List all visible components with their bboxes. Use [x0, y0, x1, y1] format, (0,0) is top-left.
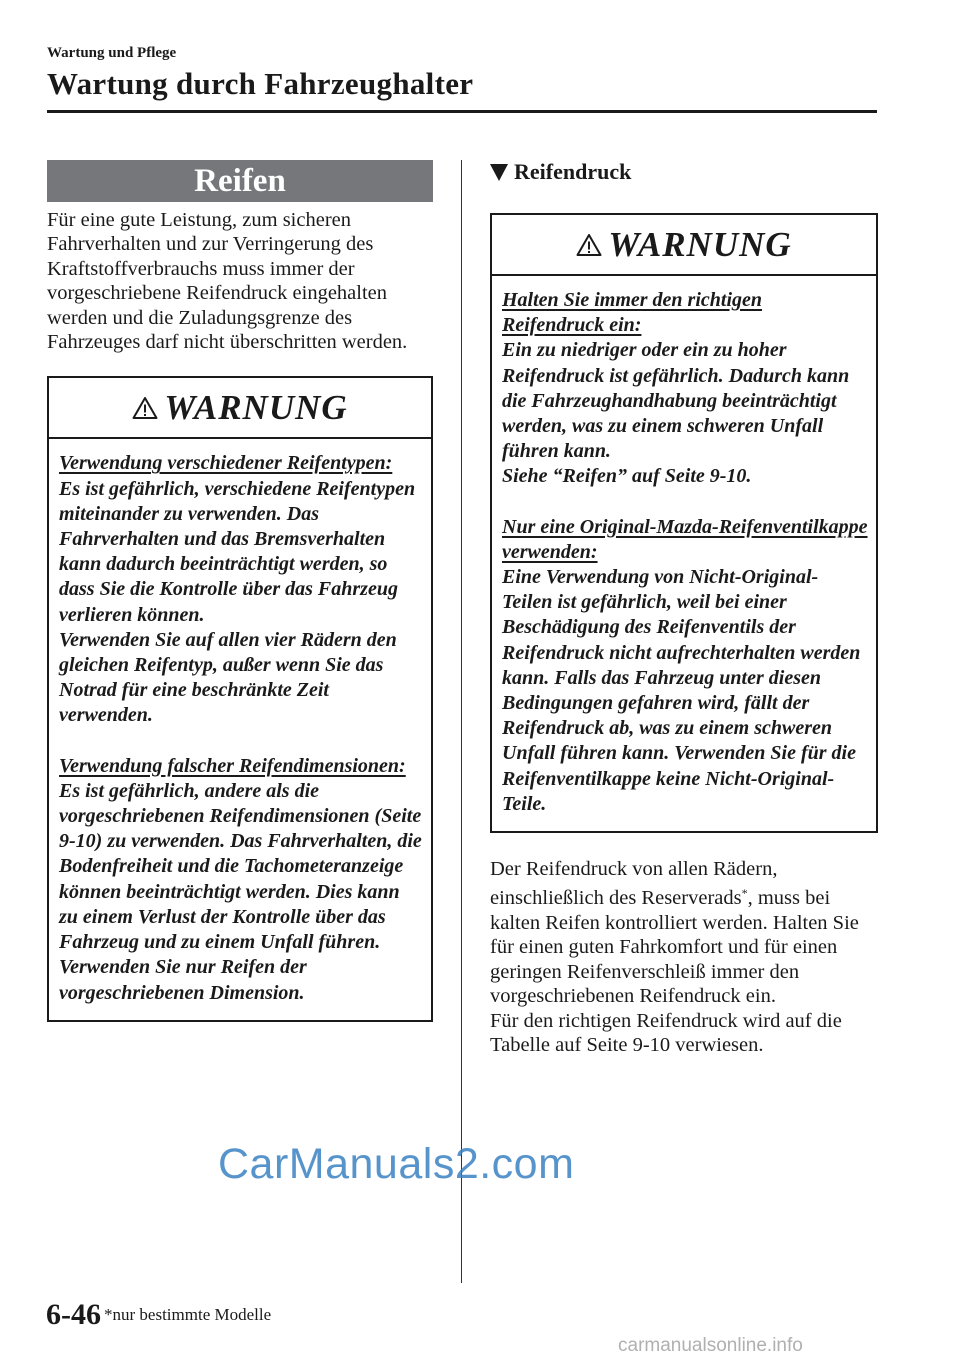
pressure-paragraph: Der Reifendruck von allen Rädern, einschließlich des Reserverads*, muss bei kalten Reifen kontrolliert werden. Halten Sie für einen guten Fahrkomfort und für einen geringen Reifenverschleiß immer den vorgeschriebenen Reifendruck ein. [490, 858, 859, 1008]
warning-item-reference: Siehe “Reifen” auf Seite 9-10. [502, 465, 752, 488]
column-divider [461, 160, 462, 1283]
warning-item-text: Verwenden Sie auf allen vier Rädern den gleichen Reifentyp, außer wenn Sie das Notrad für eine beschränkte Zeit verwenden. [59, 628, 397, 727]
footnote: *nur bestimmte Modelle [104, 1305, 272, 1324]
page-header [47, 44, 877, 102]
footnote-mark: * [741, 886, 748, 901]
warning-item-heading: Verwendung falscher Reifendimensionen: [59, 754, 406, 777]
right-column [490, 160, 878, 1057]
subheading [490, 158, 878, 186]
warning-triangle-icon [576, 233, 602, 257]
warning-body [49, 439, 431, 1019]
section-title: Wartung durch Fahrzeughalter [47, 66, 474, 101]
warning-body [492, 276, 876, 831]
warning-item-text: Es ist gefährlich, verschiedene Reifentypen miteinander zu verwenden. Das Fahrverhalten und das Bremsverhalten kann dadurch beeinträchtigt werden, so dass Sie die Kontrolle über das Fahrzeug verlieren können. [59, 477, 416, 626]
watermark-corner: carmanualsonline.info [618, 1335, 803, 1356]
chapter-label: Wartung und Pflege [47, 45, 177, 61]
warning-item-text: Es ist gefährlich, andere als die vorgeschriebenen Reifendimensionen (Seite 9-10) zu verwenden. Das Fahrverhalten, die Bodenfreiheit und die Tachometeranzeige können beeinträchtigt werden. Dies kann zu einem Verlust der Kontrolle über das Fahrzeug und zu einem Unfall führen. Verwenden Sie nur Reifen der vorgeschriebenen Dimension. [59, 779, 422, 1004]
warning-header [49, 378, 431, 439]
page-number: 6-46 [46, 1298, 101, 1331]
warning-title: WARNUNG [164, 387, 348, 427]
warning-header [492, 215, 876, 276]
triangle-down-icon [490, 164, 508, 181]
pressure-reference-paragraph: Für den richtigen Reifendruck wird auf die Tabelle auf Seite 9-10 verwiesen. [490, 1009, 842, 1056]
warning-item-text: Eine Verwendung von Nicht-Original-Teilen ist gefährlich, weil bei einer Beschädigung des Reifenventils der Reifendruck nicht aufrechterhalten werden kann. Falls das Fahrzeug unter diesen Bedingungen gefahren wird, fällt der Reifendruck ab, was zu einem schweren Unfall führen kann. Verwenden Sie für die Reifenventilkappe keine Nicht-Original-Teile. [502, 566, 861, 815]
warning-item-heading: Nur eine Original-Mazda-Reifenventilkappe verwenden: [502, 515, 868, 563]
intro-paragraph: Für eine gute Leistung, zum sicheren Fahrverhalten und zur Verringerung des Kraftstoffverbrauchs muss immer der vorgeschriebene Reifendruck eingehalten werden und die Zuladungsgrenze des Fahrzeuges darf nicht überschritten werden. [47, 209, 408, 354]
warning-item-heading: Halten Sie immer den richtigen Reifendruck ein: [502, 289, 763, 337]
warning-item-heading: Verwendung verschiedener Reifentypen: [59, 452, 393, 475]
warning-item-text: Ein zu niedriger oder ein zu hoher Reifendruck ist gefährlich. Dadurch kann die Fahrzeughandhabung beeinträchtigt werden, was zu einem schweren Unfall führen kann. [502, 339, 850, 463]
warning-triangle-icon [132, 396, 158, 420]
warning-box-tire-types [47, 376, 433, 1021]
warning-box-tire-pressure [490, 213, 878, 833]
header-rule [47, 110, 877, 113]
watermark-center: CarManuals2.com [218, 1140, 575, 1188]
warning-title: WARNUNG [608, 224, 792, 264]
subheading-text: Reifendruck [514, 159, 632, 184]
left-column [47, 160, 433, 1022]
topic-title-bar: Reifen [47, 160, 433, 202]
